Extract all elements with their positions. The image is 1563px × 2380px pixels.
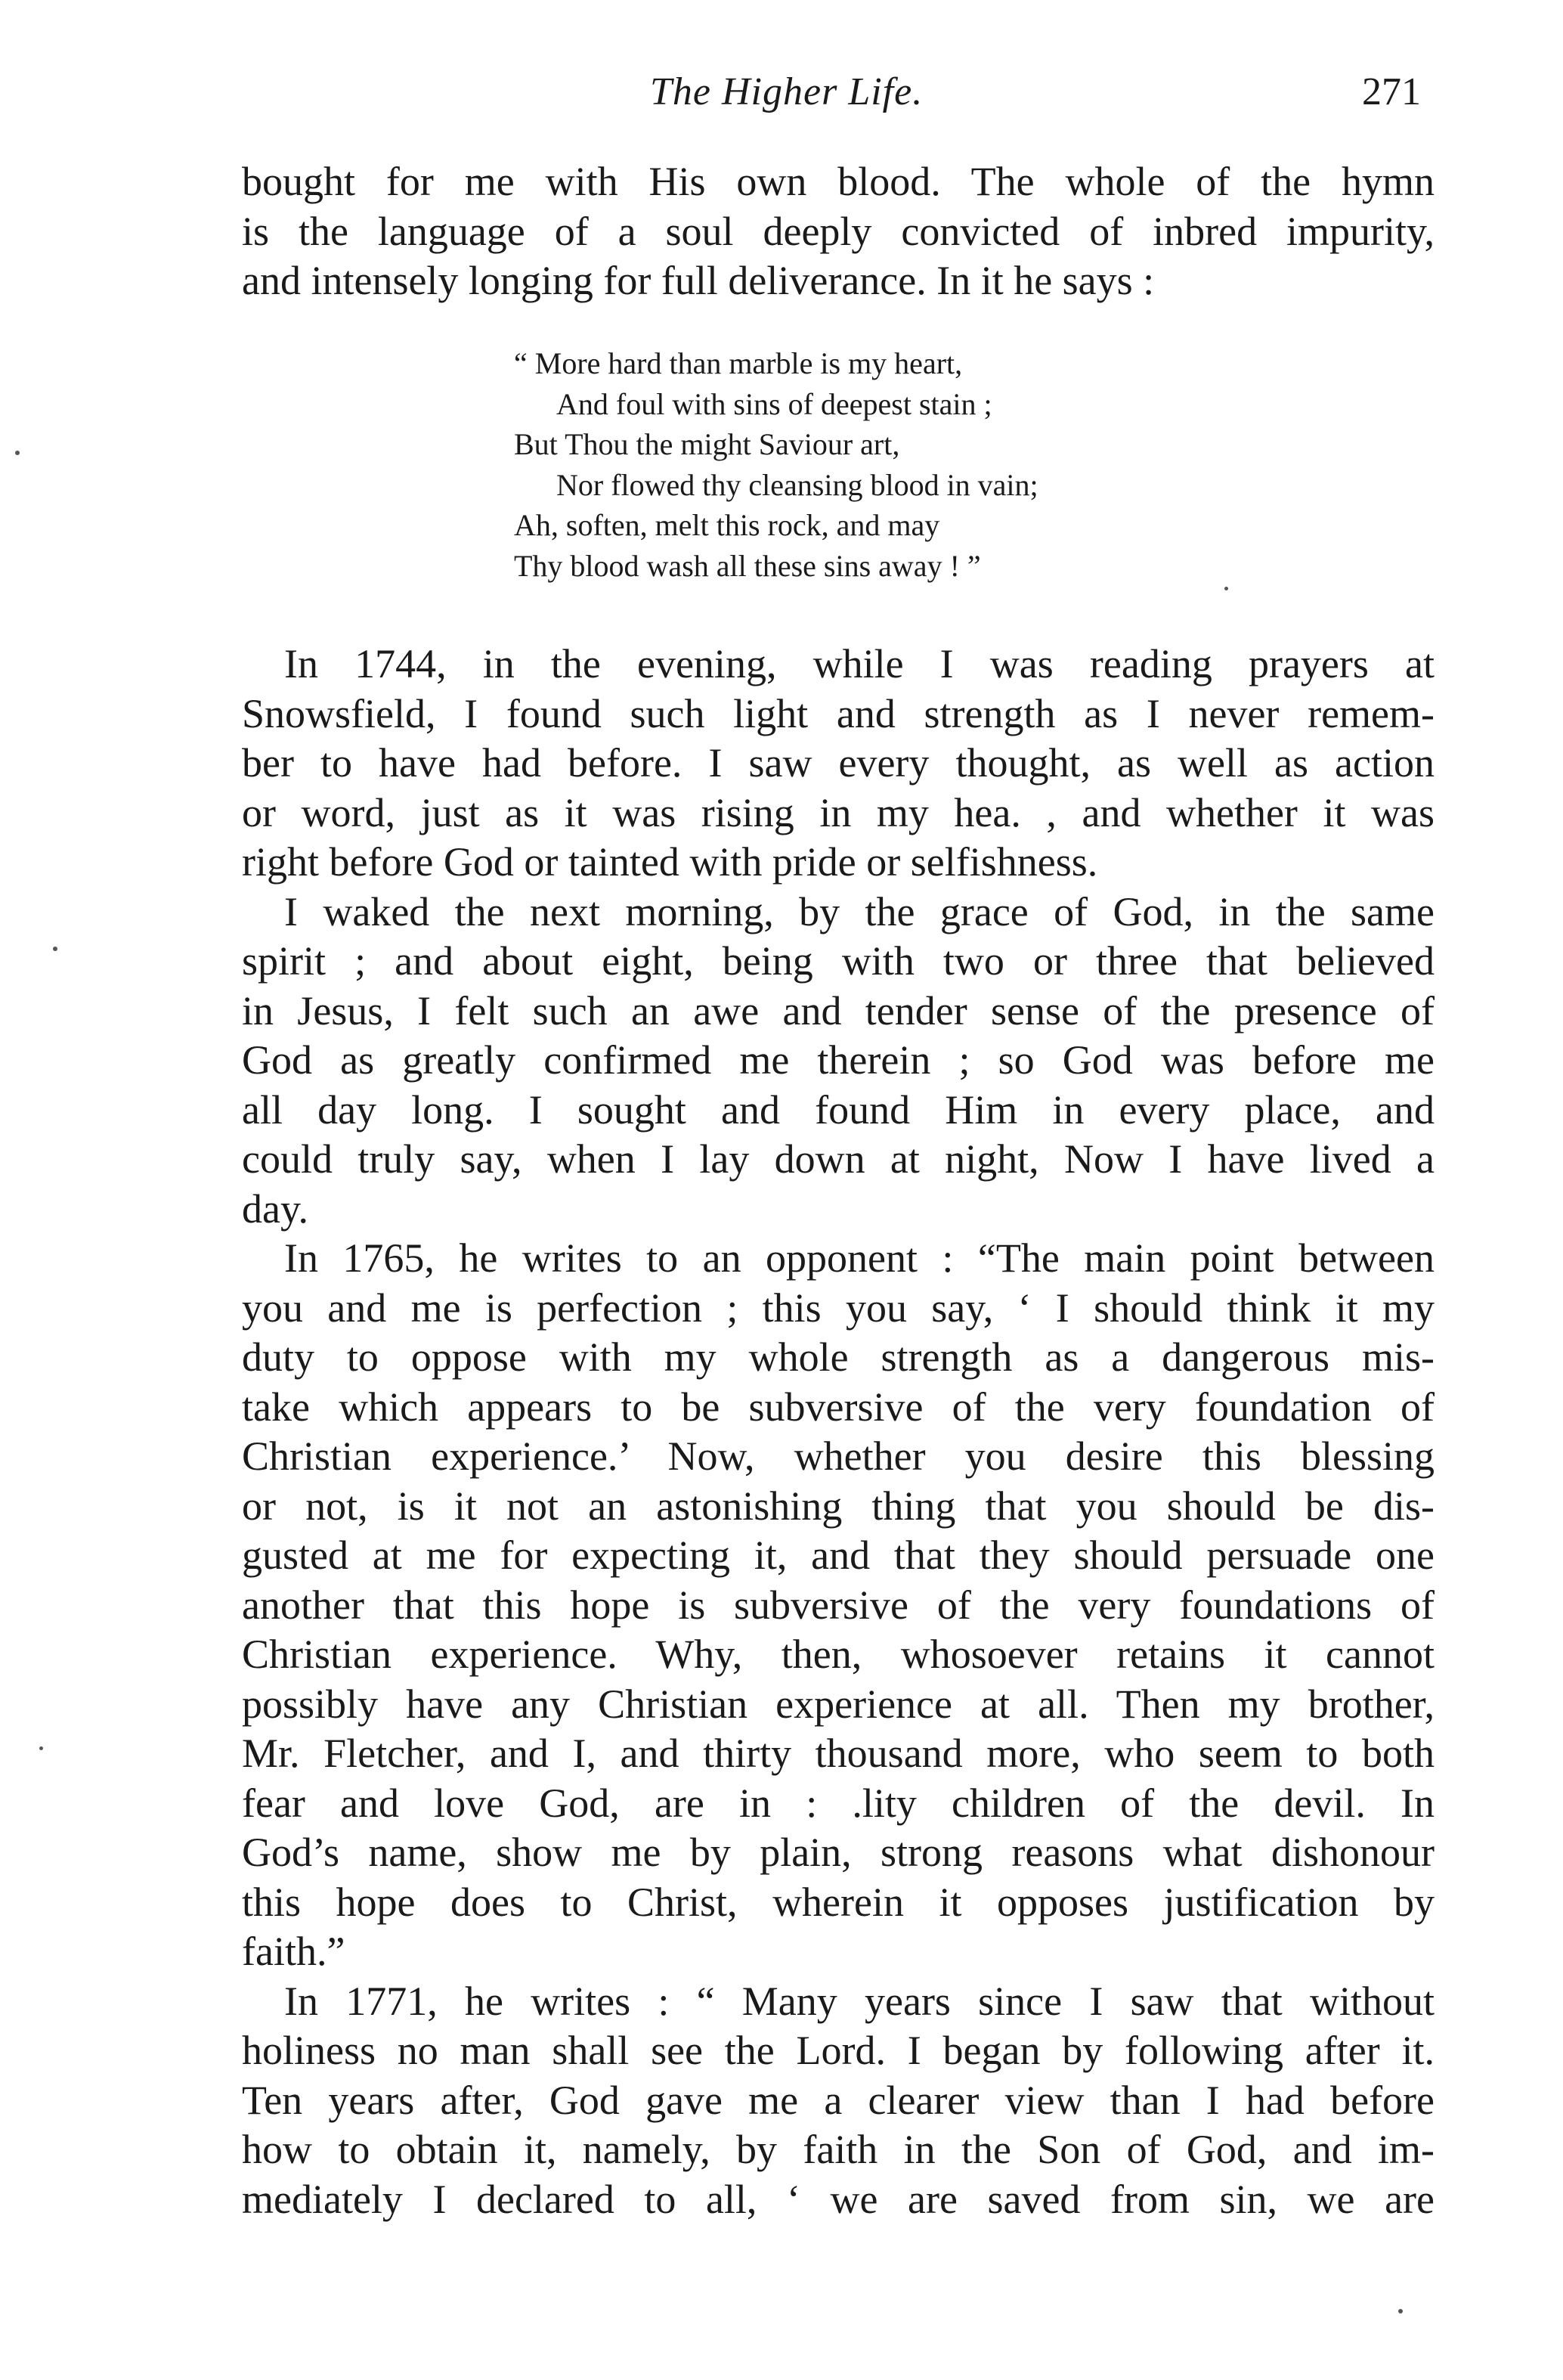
scan-speck <box>1398 2309 1403 2313</box>
text-line: gusted at me for expecting it, and that they should persuade one <box>242 1532 1435 1578</box>
text-line: mediately I declared to all, ‘ we are saved from sin, we are <box>242 2176 1435 2222</box>
text-line: In 1765, he writes to an opponent : “The main point between <box>284 1235 1435 1281</box>
text-line: Christian experience.’ Now, whether you desire this blessing <box>242 1433 1435 1479</box>
text-line: God’s name, show me by plain, strong reasons what dishonour <box>242 1830 1435 1875</box>
paragraph-1744 <box>242 640 1435 888</box>
poem-line: Nor flowed thy cleansing blood in vain; <box>556 467 1038 502</box>
text-line: Snowsfield, I found such light and strength as I never remem- <box>242 690 1435 736</box>
text-line: take which appears to be subversive of the very foundation of <box>242 1384 1435 1430</box>
text-line: and intensely longing for full deliverance. In it he says : <box>242 258 1155 303</box>
page-number: 271 <box>1362 70 1421 113</box>
text-line: faith.” <box>242 1929 345 1974</box>
paragraph-1771 <box>242 1977 1435 2225</box>
text-line: spirit ; and about eight, being with two or three that believed <box>242 938 1435 984</box>
text-line: day. <box>242 1185 308 1232</box>
main-text <box>242 640 1435 2224</box>
text-line: Mr. Fletcher, and I, and thirty thousand more, who seem to both <box>242 1731 1435 1776</box>
text-line: In 1771, he writes : “ Many years since I saw that without <box>284 1978 1435 2024</box>
text-line: I waked the next morning, by the grace of God, in the same <box>284 888 1435 934</box>
text-line: In 1744, in the evening, while I was reading prayers at <box>284 641 1435 686</box>
text-line: God as greatly confirmed me therein ; so God was before me <box>242 1037 1435 1083</box>
text-line: possibly have any Christian experience at all. Then my brother, <box>242 1681 1435 1727</box>
poem-line: And foul with sins of deepest stain ; <box>556 386 992 421</box>
text-line: you and me is perfection ; this you say, ‘ I should think it my <box>242 1285 1435 1331</box>
text-line: in Jesus, I felt such an awe and tender sense of the presence of <box>242 987 1435 1034</box>
poem-line: But Thou the might Saviour art, <box>514 427 900 461</box>
text-line: Ten years after, God gave me a clearer view than I had before <box>242 2077 1435 2123</box>
text-line: or word, just as it was rising in my hea. , and whether it was <box>242 789 1435 835</box>
text-line: or not, is it not an astonishing thing that you should be dis- <box>242 1483 1435 1529</box>
text-line: another that this hope is subversive of the very foundations of <box>242 1582 1435 1628</box>
paragraph-next-morning <box>242 888 1435 1235</box>
text-line: duty to oppose with my whole strength as a dangerous mis- <box>242 1334 1435 1380</box>
running-title: The Higher Life. <box>650 70 924 113</box>
scan-speck <box>39 1746 43 1750</box>
scan-speck <box>53 947 57 951</box>
text-line: bought for me with His own blood. The whole of the hymn <box>242 159 1435 204</box>
text-line: is the language of a soul deeply convicted of inbred impurity, <box>242 208 1435 254</box>
text-line: all day long. I sought and found Him in every place, and <box>242 1086 1435 1133</box>
text-line: could truly say, when I lay down at night, Now I have lived a <box>242 1136 1435 1182</box>
paragraph-1765 <box>242 1234 1435 1977</box>
scan-speck <box>1224 587 1228 590</box>
text-line: this hope does to Christ, wherein it opposes justification by <box>242 1879 1435 1925</box>
poem-line: Ah, soften, melt this rock, and may <box>514 508 940 542</box>
poem-line: Thy blood wash all these sins away ! ” <box>514 548 981 583</box>
text-line: right before God or tainted with pride or selfishness. <box>242 839 1098 885</box>
text-line: holiness no man shall see the Lord. I began by following after it. <box>242 2028 1435 2073</box>
hymn-quotation <box>514 343 1194 586</box>
text-line: how to obtain it, namely, by faith in the Son of God, and im- <box>242 2127 1435 2172</box>
text-line: fear and love God, are in : .lity children of the devil. In <box>242 1780 1435 1826</box>
intro-paragraph <box>242 157 1435 306</box>
scan-speck <box>15 451 20 455</box>
running-head <box>242 70 1421 122</box>
text-line: Christian experience. Why, then, whosoever retains it cannot <box>242 1632 1435 1677</box>
poem-line: “ More hard than marble is my heart, <box>514 346 963 380</box>
text-line: ber to have had before. I saw every thought, as well as action <box>242 740 1435 786</box>
